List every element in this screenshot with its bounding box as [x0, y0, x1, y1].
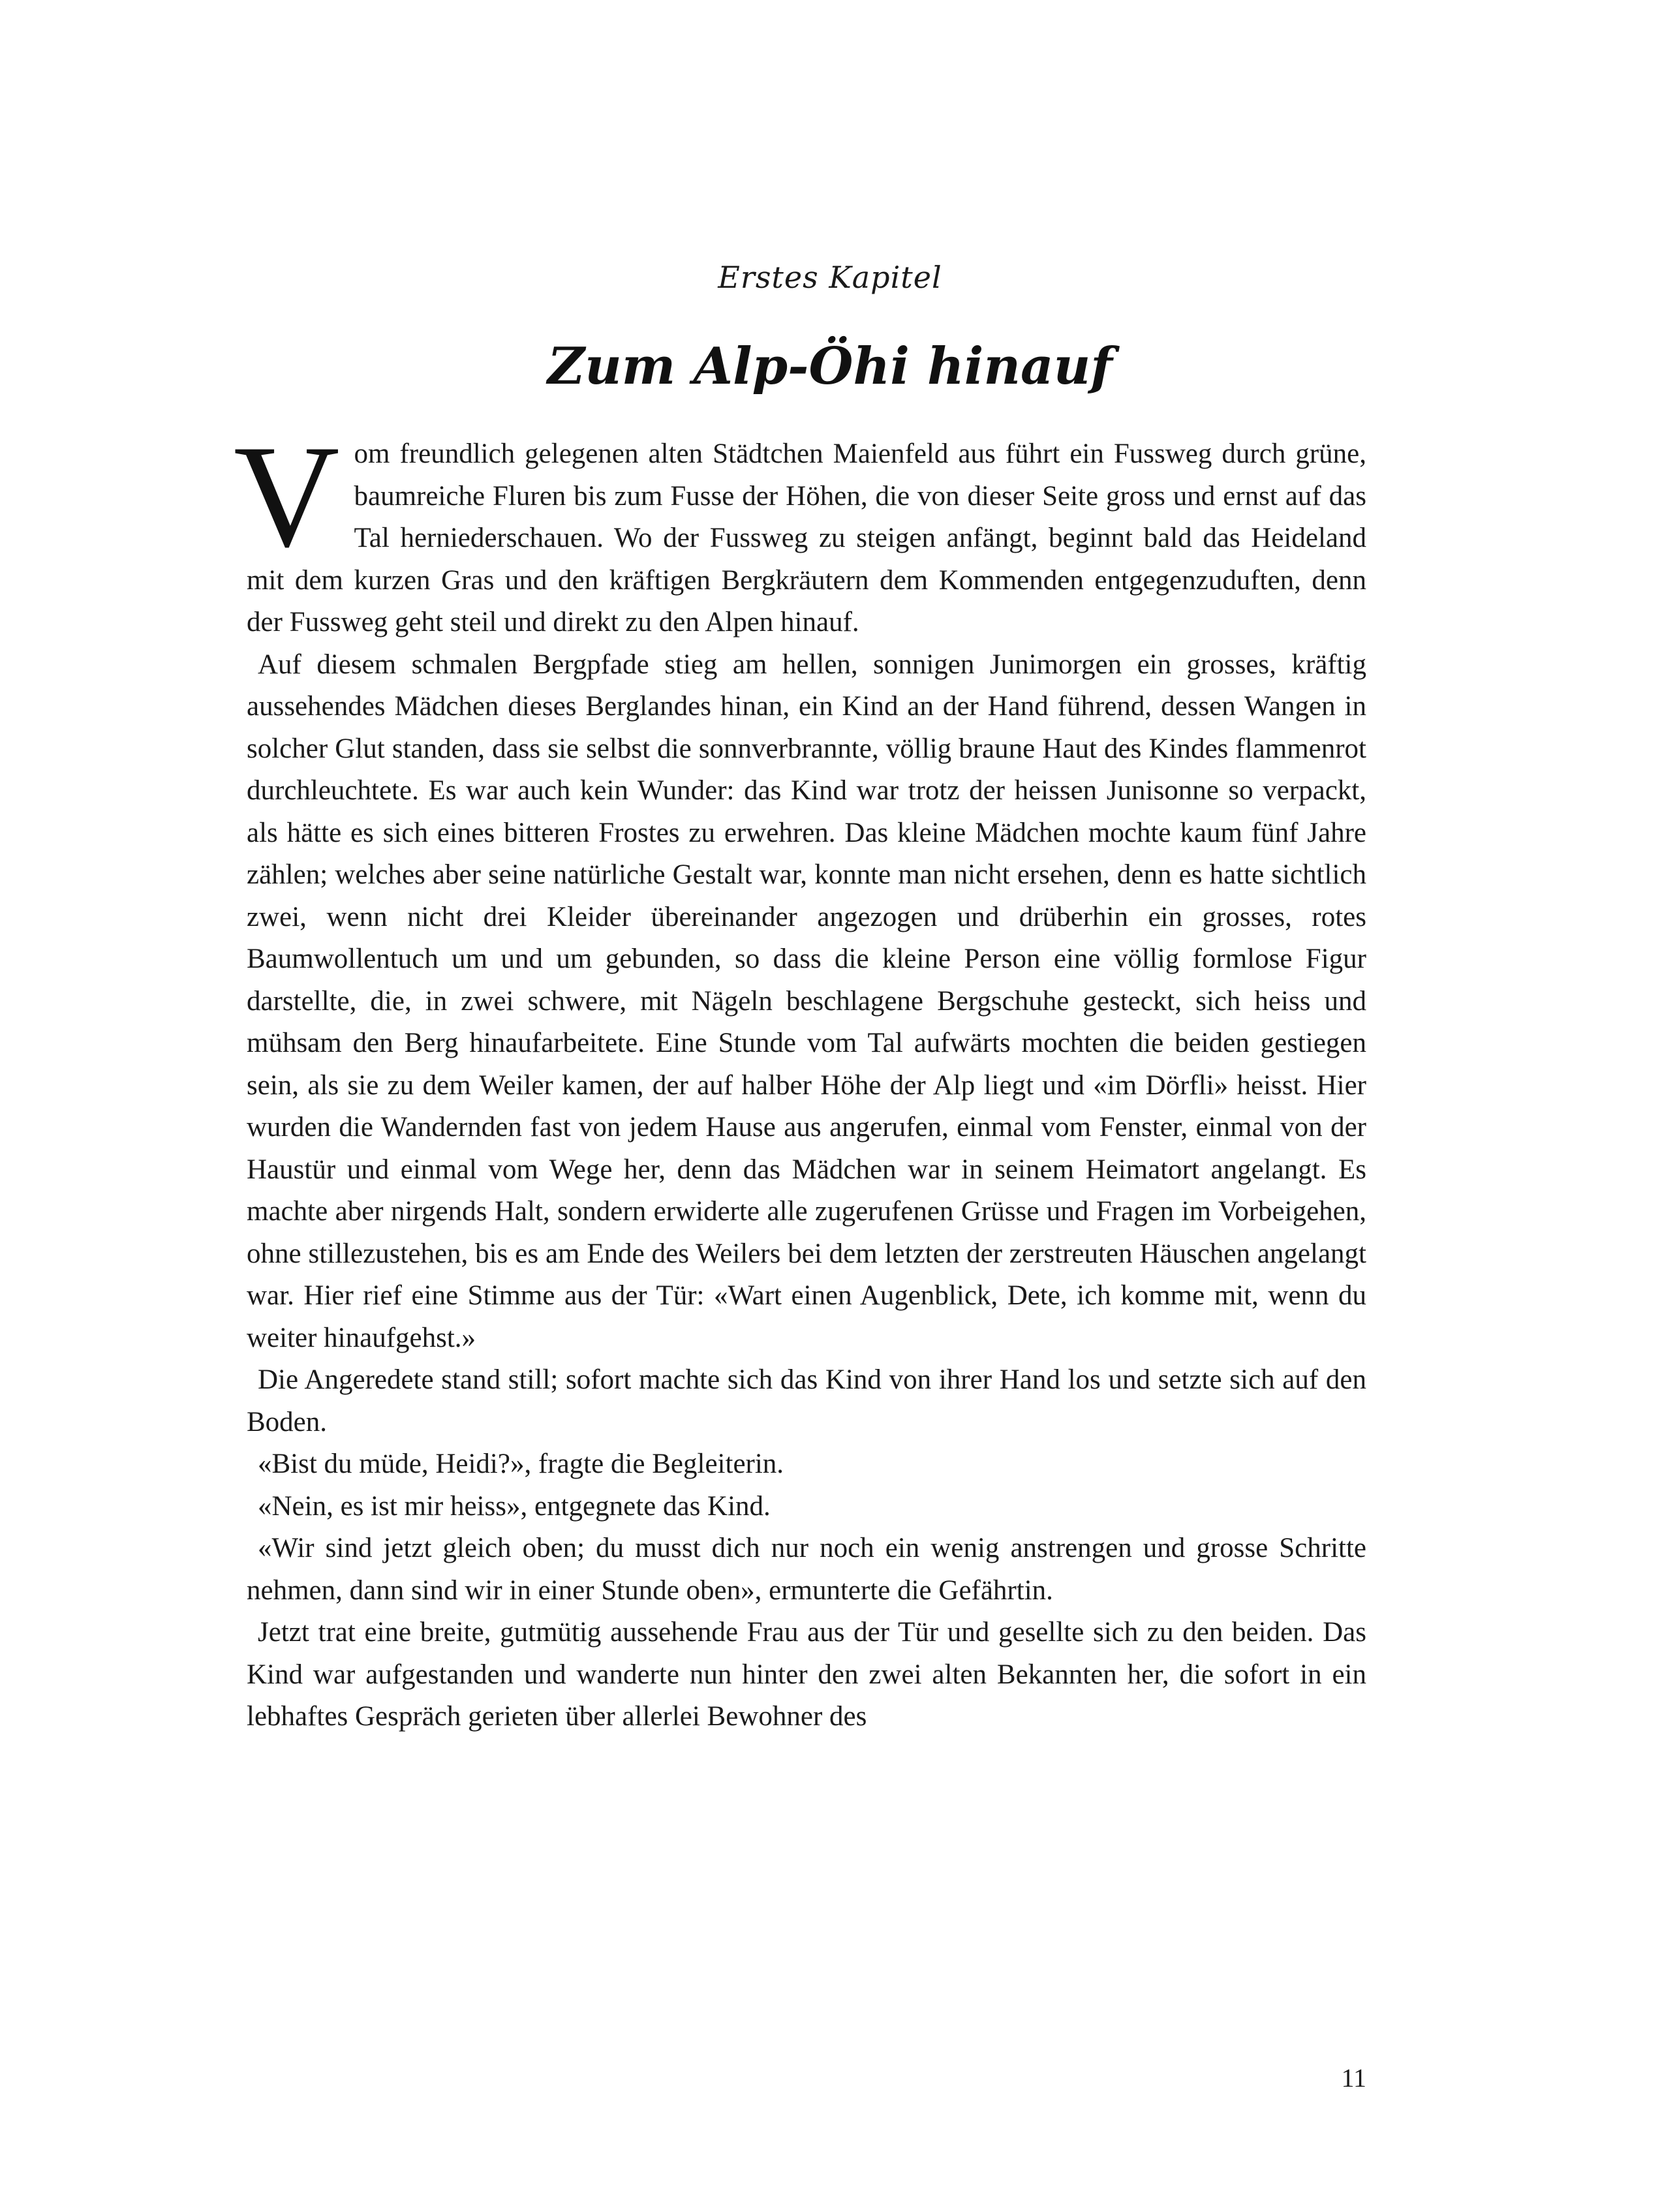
paragraph-1 — [234, 414, 1366, 644]
paragraph-5: «Nein, es ist mir heiss», entgegnete das Kind. — [258, 1490, 771, 1522]
body-text — [234, 414, 1366, 1738]
page-number: 11 — [1341, 2063, 1366, 2093]
paragraph-4: «Bist du müde, Heidi?», fragte die Begleiterin. — [258, 1449, 784, 1479]
chapter-title: Zum Alp-Öhi hinauf — [547, 337, 1113, 396]
paragraph-1-text: om freundlich gelegenen alten Städtchen Maienfeld aus führt ein Fussweg durch grüne, baumreiche Fluren bis zum Fusse der Höhen, die von dieser Seite gross und ernst auf das Tal herniederschauen. Wo der Fussweg zu steigen anfängt, beginnt bald das Heideland mit dem kurzen Gras und den kräftigen Bergkräutern dem Kommenden entgegenzuduften, denn der Fussweg geht steil und direkt zu den Alpen hinauf. — [247, 438, 1366, 637]
chapter-label: Erstes Kapitel — [718, 260, 942, 295]
paragraph-6: «Wir sind jetzt gleich oben; du musst dich nur noch ein wenig anstrengen und grosse Schritte nehmen, dann sind wir in einer Stunde oben», ermunterte die Gefährtin. — [247, 1533, 1366, 1606]
drop-cap: V — [234, 414, 340, 577]
paragraph-3: Die Angeredete stand still; sofort machte sich das Kind von ihrer Hand los und setzte sich auf den Boden. — [247, 1364, 1366, 1437]
paragraph-7: Jetzt trat eine breite, gutmütig aussehende Frau aus der Tür und gesellte sich zu den beiden. Das Kind war aufgestanden und wanderte nun hinter den zwei alten Bekannten her, die sofort in ein lebhaftes Gespräch gerieten über allerlei Bewohner des — [247, 1617, 1366, 1732]
paragraph-2: Auf diesem schmalen Bergpfade stieg am hellen, sonnigen Junimorgen ein grosses, kräftig aussehendes Mädchen dieses Berglandes hinan, ein Kind an der Hand führend, dessen Wangen in solcher Glut standen, dass sie selbst die sonnverbrannte, völlig braune Haut des Kindes flammenrot durchleuchtete. Es war auch kein Wunder: das Kind war trotz der heissen Junisonne so verpackt, als hätte es sich eines bitteren Frostes zu erwehren. Das kleine Mädchen mochte kaum fünf Jahre zählen; welches aber seine natürliche Gestalt war, konnte man nicht ersehen, denn es hatte sichtlich zwei, wenn nicht drei Kleider übereinander angezogen und drüberhin ein grosses, rotes Baumwollentuch um und um gebunden, so dass die kleine Person eine völlig formlose Figur darstellte, die, in zwei schwere, mit Nägeln beschlagene Bergschuhe gesteckt, sich heiss und mühsam den Berg hinaufarbeitete. Eine Stunde vom Tal aufwärts mochten die beiden gestiegen sein, als sie zu dem Weiler kamen, der auf halber Höhe der Alp liegt und «im Dörfli» heisst. Hier wurden die Wandernden fast von jedem Hause aus angerufen, einmal vom Fenster, einmal von der Haustür und einmal vom Wege her, denn das Mädchen war in seinem Heimatort angelangt. Es machte aber nirgends Halt, sondern erwiderte alle zugerufenen Grüsse und Fragen im Vorbeigehen, ohne stillezustehen, bis es am Ende des Weilers bei dem letzten der zerstreuten Häuschen angelangt war. Hier rief eine Stimme aus der Tür: «Wart einen Augenblick, Dete, ich komme mit, wenn du weiter hinaufgehst.» — [247, 649, 1366, 1353]
